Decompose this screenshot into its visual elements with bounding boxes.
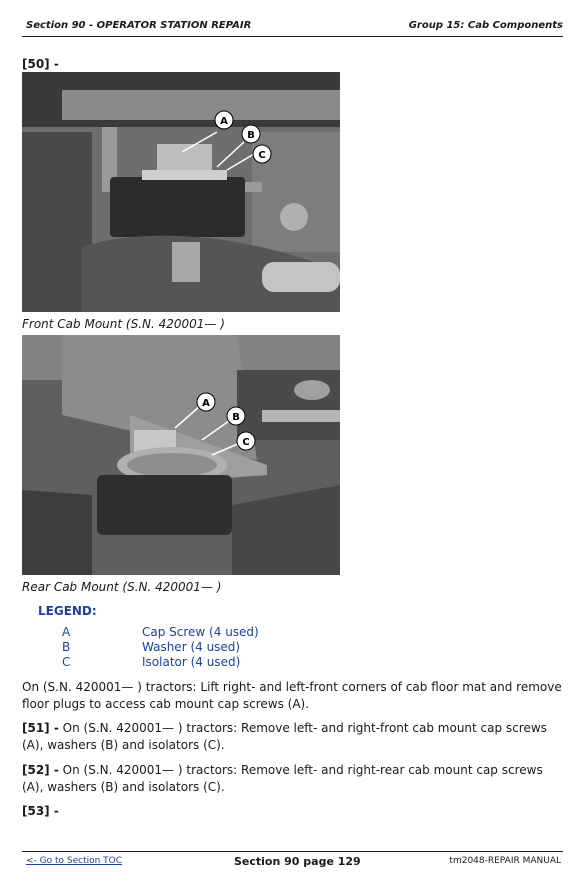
legend-item xyxy=(62,640,240,654)
rear-cab-mount-photo xyxy=(22,335,340,575)
header-section: Section 90 - OPERATOR STATION REPAIR xyxy=(26,20,252,31)
callout-a-front xyxy=(215,111,233,129)
legend-title: LEGEND: xyxy=(38,604,97,618)
svg-text:B: B xyxy=(247,130,255,141)
svg-text:C: C xyxy=(258,150,266,161)
step-53: [53] - xyxy=(22,804,59,818)
callout-a-rear xyxy=(197,393,215,411)
legend-text: Isolator (4 used) xyxy=(142,655,241,669)
legend-item xyxy=(62,625,259,639)
svg-text:B: B xyxy=(232,412,240,423)
step-51-number: [51] - xyxy=(22,721,59,735)
legend-key: C xyxy=(62,655,71,669)
step-51-paragraph xyxy=(22,720,562,754)
callout-c-front xyxy=(253,145,271,163)
rear-mount-caption: Rear Cab Mount (S.N. 420001— ) xyxy=(22,580,222,594)
legend-item xyxy=(62,655,240,669)
manual-id: tm2048-REPAIR MANUAL xyxy=(449,856,561,866)
step-52-paragraph xyxy=(22,762,562,796)
step-51-text: On (S.N. 420001— ) tractors: Remove left- and right-front cab mount cap screws (A), washers (B) and isolators (C). xyxy=(22,721,547,752)
page-header xyxy=(22,18,563,37)
instruction-paragraph: On (S.N. 420001— ) tractors: Lift right- and left-front corners of cab floor mat and remove floor plugs to access cab mount cap screws (A). xyxy=(22,680,562,711)
callout-b-rear xyxy=(227,407,245,425)
legend-key: A xyxy=(62,625,71,639)
legend-text: Washer (4 used) xyxy=(142,640,241,654)
page-footer xyxy=(22,851,563,874)
svg-text:A: A xyxy=(220,116,228,127)
front-mount-caption: Front Cab Mount (S.N. 420001— ) xyxy=(22,317,225,331)
header-group: Group 15: Cab Components xyxy=(408,20,563,31)
page-number: Section 90 page 129 xyxy=(234,855,361,868)
legend-text: Cap Screw (4 used) xyxy=(142,625,259,639)
step-52-number: [52] - xyxy=(22,763,59,777)
toc-link[interactable]: <- Go to Section TOC xyxy=(26,856,123,866)
step-52-text: On (S.N. 420001— ) tractors: Remove left- and right-rear cab mount cap screws (A), washers (B) and isolators (C). xyxy=(22,763,543,794)
svg-text:A: A xyxy=(202,398,210,409)
svg-text:C: C xyxy=(242,437,250,448)
callout-c-rear xyxy=(237,432,255,450)
legend-key: B xyxy=(62,640,71,654)
step-50: [50] - xyxy=(22,57,59,71)
front-cab-mount-photo xyxy=(22,72,340,312)
callout-b-front xyxy=(242,125,260,143)
